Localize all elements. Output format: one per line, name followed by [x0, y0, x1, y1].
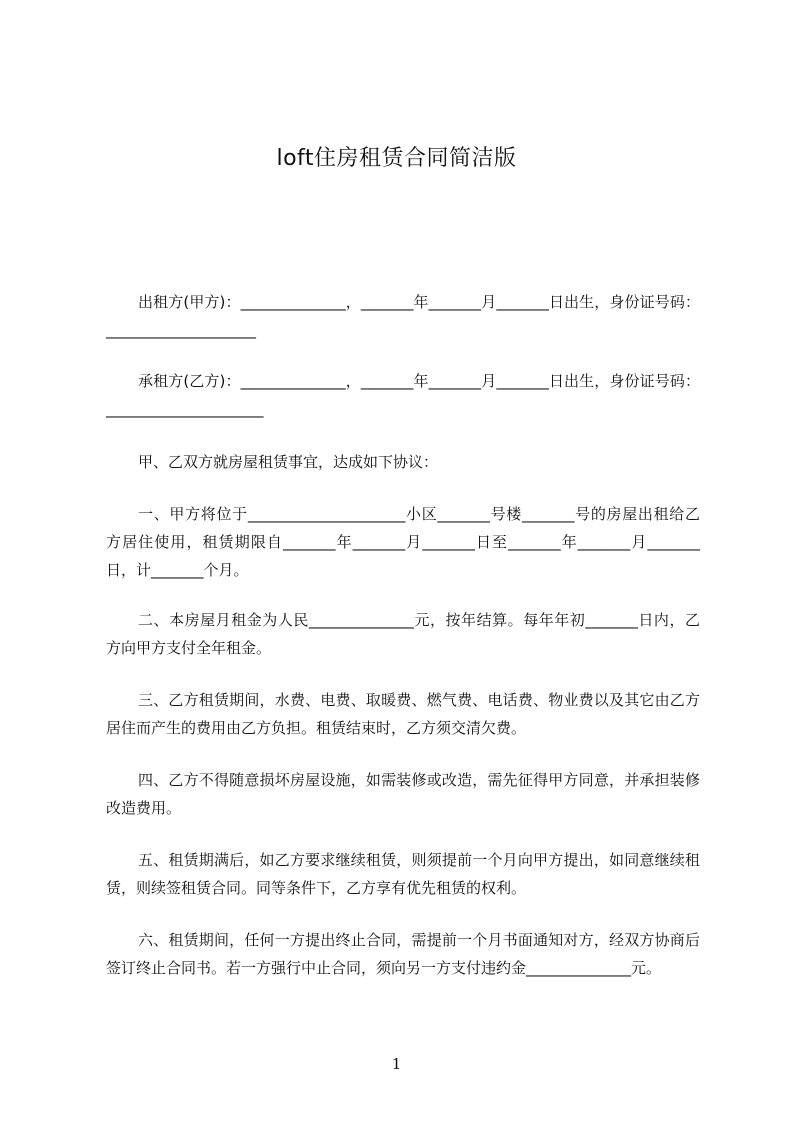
- clause-5-paragraph: 五、租赁期满后，如乙方要求继续租赁，则须提前一个月向甲方提出，如同意继续租赁，则续签租赁合同。同等条件下，乙方享有优先租赁的权利。: [106, 851, 700, 897]
- clause-3-paragraph: 三、乙方租赁期间，水费、电费、取暖费、燃气费、电话费、物业费以及其它由乙方居住而产生的费用由乙方负担。租赁结束时，乙方须交清欠费。: [106, 691, 700, 737]
- agreement-intro-paragraph: 甲、乙双方就房屋租赁事宜，达成如下协议：: [138, 453, 439, 471]
- page-number: 1: [391, 1055, 402, 1073]
- document-title: loft住房租赁合同简洁版: [276, 146, 517, 171]
- lessee-info-paragraph: 承租方(乙方)：______________，_______年_______月_______日出生，身份证号码：_____________________: [106, 372, 700, 418]
- clause-4-paragraph: 四、乙方不得随意损坏房屋设施，如需装修或改造，需先征得甲方同意，并承担装修改造费用。: [106, 771, 700, 817]
- clause-6-paragraph: 六、租赁期间，任何一方提出终止合同，需提前一个月书面通知对方，经双方协商后签订终止合同书。若一方强行中止合同，须向另一方支付违约金______________元。: [106, 931, 700, 977]
- clause-1-paragraph: 一、甲方将位于_____________________小区_______号楼_______号的房屋出租给乙方居住使用，租赁期限自_______年_______月_______日至_______年_______月_______日，计_______个月。: [106, 505, 700, 579]
- clause-2-paragraph: 二、本房屋月租金为人民______________元，按年结算。每年年初_______日内，乙方向甲方支付全年租金。: [106, 611, 700, 657]
- lessor-info-paragraph: 出租方(甲方)：______________，_______年_______月_______日出生，身份证号码：____________________: [106, 293, 700, 339]
